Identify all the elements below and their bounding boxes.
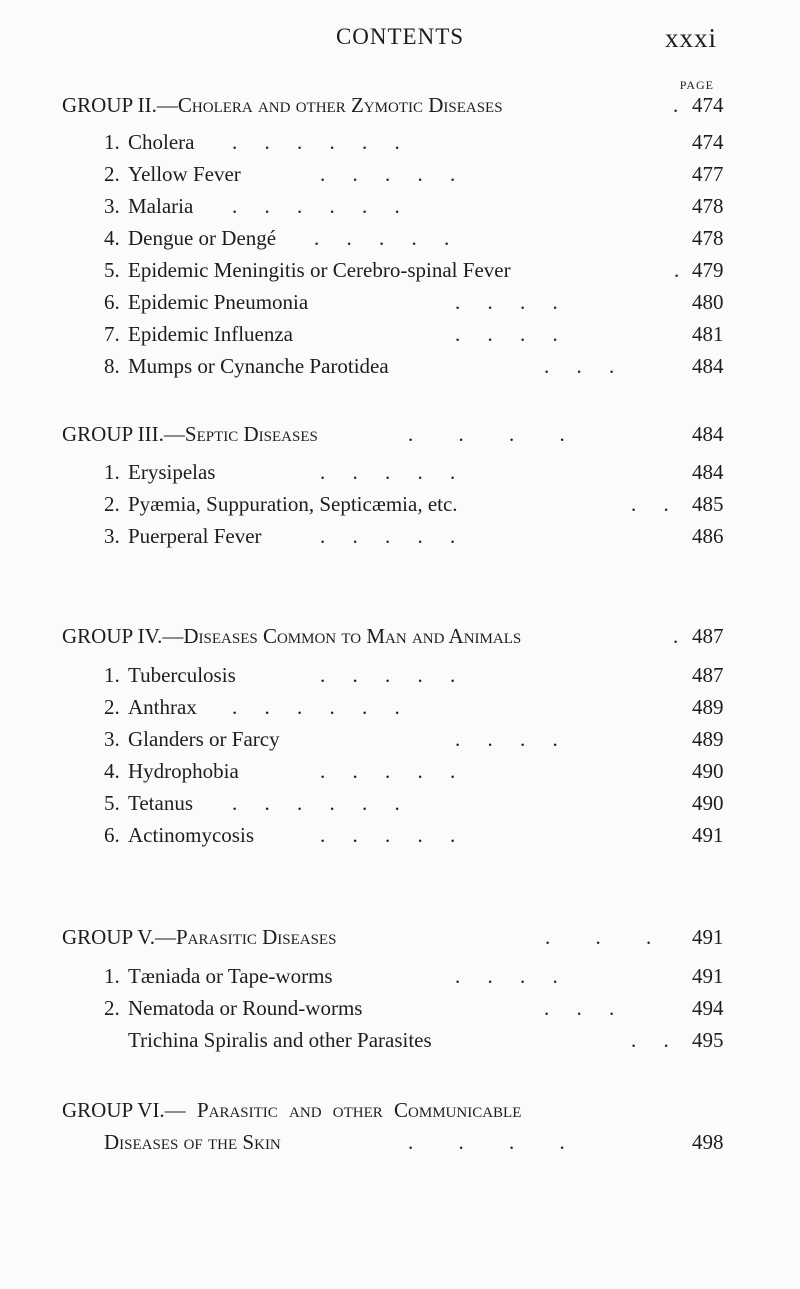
group-heading-iii: [0, 419, 800, 449]
entry-title: Cholera: [128, 130, 195, 154]
toc-entry: [0, 692, 800, 722]
leader-dots: .: [673, 93, 679, 117]
toc-entry: [0, 1025, 800, 1055]
entry-title: Erysipelas: [128, 460, 216, 484]
leader-dots: . . . . .: [320, 663, 456, 687]
entry-number: 1.: [104, 460, 120, 484]
leader-dots: .: [673, 624, 679, 648]
entry-number: 3.: [104, 194, 120, 218]
entry-number: 5.: [104, 791, 120, 815]
entry-title: Actinomycosis: [128, 823, 254, 847]
leader-dots: . . .: [544, 354, 615, 378]
entry-page: 491: [692, 964, 724, 988]
entry-page: 489: [692, 695, 724, 719]
entry-page: 484: [692, 354, 724, 378]
entry-number: 4.: [104, 759, 120, 783]
group-name-line2: Diseases of the Skin: [104, 1130, 281, 1154]
leader-dots: . . . . .: [320, 460, 456, 484]
entry-page: 495: [692, 1028, 724, 1052]
leader-dots: . . . . .: [320, 759, 456, 783]
group-name: —Septic Diseases: [163, 422, 318, 446]
entry-number: 6.: [104, 823, 120, 847]
entry-title: Pyæmia, Suppuration, Septicæmia, etc.: [128, 492, 458, 516]
entry-title: Anthrax: [128, 695, 197, 719]
leader-dots: . .: [631, 1028, 669, 1052]
toc-entry: [0, 159, 800, 189]
entry-number: 6.: [104, 290, 120, 314]
entry-page: 494: [692, 996, 724, 1020]
toc-entry: [0, 489, 800, 519]
leader-dots: . . . .: [455, 964, 558, 988]
group-label: GROUP V.: [62, 925, 155, 949]
leader-dots: . . . . .: [320, 823, 456, 847]
leader-dots: . . . .: [455, 290, 558, 314]
entry-page: 477: [692, 162, 724, 186]
entry-number: 1.: [104, 663, 120, 687]
toc-entry: [0, 223, 800, 253]
group-title: [62, 621, 521, 651]
entry-title: Glanders or Farcy: [128, 727, 280, 751]
entry-number: 2.: [104, 996, 120, 1020]
group-name: —Cholera and other Zymotic Diseases: [156, 93, 503, 117]
entry-number: 1.: [104, 964, 120, 988]
entry-number: 5.: [104, 258, 120, 282]
entry-number: 2.: [104, 695, 120, 719]
leader-dots: . .: [631, 492, 669, 516]
entry-number: 2.: [104, 162, 120, 186]
leader-dots: . . . . .: [320, 524, 456, 548]
entry-title: Puerperal Fever: [128, 524, 262, 548]
group-name: —Diseases Common to Man and Animals: [162, 624, 522, 648]
leader-dots: . . . .: [455, 322, 558, 346]
group-heading-vi: [0, 1095, 800, 1125]
entry-page: 481: [692, 322, 724, 346]
toc-entry: [0, 660, 800, 690]
group-page: 498: [692, 1130, 724, 1154]
group-page: 484: [692, 422, 724, 446]
entry-page: 486: [692, 524, 724, 548]
entry-page: 480: [692, 290, 724, 314]
toc-entry: [0, 127, 800, 157]
toc-entry: [0, 191, 800, 221]
leader-dots: . . .: [545, 925, 652, 949]
toc-entry: [0, 319, 800, 349]
entry-page: 490: [692, 759, 724, 783]
group-page: 487: [692, 624, 724, 648]
leader-dots: . . . . . .: [232, 130, 400, 154]
page-title: CONTENTS: [335, 24, 465, 49]
entry-title: Hydrophobia: [128, 759, 239, 783]
group-title: [62, 1095, 521, 1125]
entry-page: 487: [692, 663, 724, 687]
leader-dots: . . . . . .: [232, 194, 400, 218]
leader-dots: . . . .: [408, 422, 565, 446]
toc-entry: [0, 961, 800, 991]
leader-dots: . . . . . .: [232, 695, 400, 719]
entry-title: Epidemic Pneumonia: [128, 290, 309, 314]
toc-entry: [0, 788, 800, 818]
entry-title: Tetanus: [128, 791, 194, 815]
toc-entry: [0, 351, 800, 381]
group-label: GROUP II.: [62, 93, 157, 117]
entry-title: Tuberculosis: [128, 663, 236, 687]
entry-number: 3.: [104, 524, 120, 548]
group-title: [62, 90, 503, 120]
group-label: GROUP VI.: [62, 1098, 165, 1122]
group-name: —Parasitic Diseases: [154, 925, 337, 949]
toc-entry: [0, 457, 800, 487]
entry-page: 491: [692, 823, 724, 847]
running-head: [0, 24, 800, 54]
entry-title: Tæniada or Tape-worms: [128, 964, 333, 988]
group-page: 491: [692, 925, 724, 949]
leader-dots: . . . . .: [320, 162, 456, 186]
page-number: xxxi: [664, 23, 717, 53]
leader-dots: . . . .: [455, 727, 558, 751]
entry-title: Mumps or Cynanche Parotidea: [128, 354, 389, 378]
group-title: [62, 419, 318, 449]
group-label: GROUP III.: [62, 422, 164, 446]
entry-number: 2.: [104, 492, 120, 516]
leader-dots: . . . . .: [314, 226, 450, 250]
leader-dots: . . . . . .: [232, 791, 400, 815]
entry-title: Malaria: [128, 194, 194, 218]
entry-page: 485: [692, 492, 724, 516]
toc-entry: [0, 993, 800, 1023]
entry-number: 7.: [104, 322, 120, 346]
leader-dots: .: [674, 258, 680, 282]
entry-title: Epidemic Meningitis or Cerebro-spinal Fever: [128, 258, 511, 282]
group-page: 474: [692, 93, 724, 117]
entry-number: 8.: [104, 354, 120, 378]
entry-page: 478: [692, 194, 724, 218]
entry-page: 490: [692, 791, 724, 815]
group-name: — Parasitic and other Communicable: [164, 1098, 522, 1122]
entry-number: 4.: [104, 226, 120, 250]
group-heading-iv: [0, 621, 800, 651]
entry-page: 479: [692, 258, 724, 282]
toc-entry: [0, 724, 800, 754]
entry-title: Dengue or Dengé: [128, 226, 277, 250]
entry-number: 1.: [104, 130, 120, 154]
group-label: GROUP IV.: [62, 624, 163, 648]
entry-page: 478: [692, 226, 724, 250]
entry-title: Nematoda or Round-worms: [128, 996, 363, 1020]
page-column-label: PAGE: [679, 78, 714, 92]
entry-title: Trichina Spiralis and other Parasites: [128, 1028, 432, 1052]
toc-entry: [0, 756, 800, 786]
toc-entry: [0, 287, 800, 317]
toc-entry: [0, 521, 800, 551]
entry-title: Yellow Fever: [128, 162, 241, 186]
group-heading-vi-continued: [0, 1127, 800, 1157]
group-heading-ii: [0, 90, 800, 120]
leader-dots: . . .: [544, 996, 615, 1020]
group-heading-v: [0, 922, 800, 952]
entry-page: 489: [692, 727, 724, 751]
entry-page: 484: [692, 460, 724, 484]
entry-number: 3.: [104, 727, 120, 751]
leader-dots: . . . .: [408, 1130, 565, 1154]
entry-page: 474: [692, 130, 724, 154]
entry-title: Epidemic Influenza: [128, 322, 294, 346]
toc-entry: [0, 820, 800, 850]
toc-entry: [0, 255, 800, 285]
group-title: [62, 922, 336, 952]
